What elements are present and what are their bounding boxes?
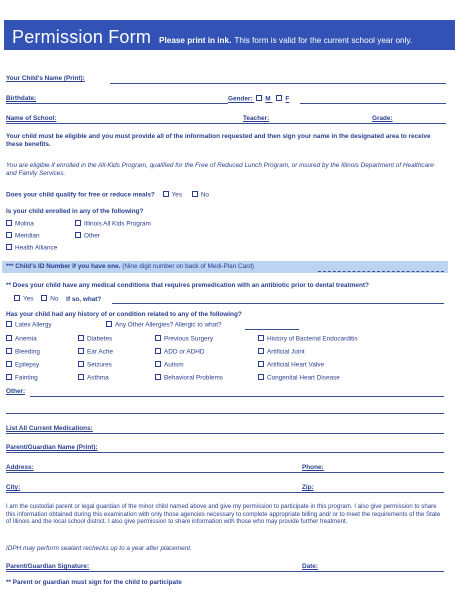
eligibility-instructions: Your child must be eligible and you must provide all of the information requested and then sign your name in the designated area to receive these benefits. <box>6 133 431 148</box>
history-fainting <box>6 374 38 383</box>
previous-surgery-checkbox[interactable] <box>155 335 161 341</box>
other-allergies-label: Any Other Allergies? Allergic to what? <box>115 321 222 329</box>
latex-allergy <box>6 321 52 330</box>
phone-label: Phone: <box>302 464 324 471</box>
autism-checkbox[interactable] <box>155 361 161 367</box>
lunch-question: Does your child qualify for free or reduce meals? <box>6 191 155 199</box>
enrolled-allkids <box>75 220 151 229</box>
date-label: Date: <box>302 563 318 570</box>
eligibility-statement: You are eligible if enrolled in the All-Kids Program, qualified for the Free of Reduced Lunch Program, or insured by the Illinois Department of Healthcare and Family Services. <box>6 162 434 177</box>
endocarditis-checkbox[interactable] <box>258 335 264 341</box>
gender-f-label: F <box>285 95 290 103</box>
medications-row <box>6 425 446 433</box>
history-anemia <box>6 335 37 344</box>
molina-checkbox[interactable] <box>6 220 12 226</box>
premed-field[interactable] <box>112 303 444 304</box>
enrolled-other <box>75 232 100 241</box>
premed-no-checkbox[interactable] <box>41 295 47 301</box>
history-heart-valve <box>258 361 324 370</box>
signature-row <box>6 563 446 571</box>
history-behavioral <box>155 374 223 383</box>
premed-yes-label: Yes <box>23 295 34 303</box>
guardian-name-label: Parent/Guardian Name (Print): <box>6 444 98 451</box>
other-plan-checkbox[interactable] <box>75 232 81 238</box>
ink-note: Please print in ink. <box>159 36 232 45</box>
diabetes-checkbox[interactable] <box>78 335 84 341</box>
enrolled-question: Is your child enrolled in any of the following? <box>6 208 144 215</box>
history-artificial-joint <box>258 348 305 357</box>
allkids-checkbox[interactable] <box>75 220 81 226</box>
lunch-no-label: No <box>200 191 209 199</box>
history-other-row <box>6 388 446 396</box>
guardian-name-field[interactable] <box>6 452 444 453</box>
id-number-hint: (Nine digit number on back of Medi-Plan Card) <box>122 263 255 270</box>
autism-label: Autism <box>164 361 184 369</box>
consent-text: I am the custodial parent or legal guardian of the minor child named above and give my permission to participate in this program. I also give permission to share this information obtained during this examination with only those agencies necessary to complete appropriate billing and/ or to meet the requirements of the State of Illinois and the local school district. I also give permission to share information with those who may provide further treatment. <box>6 503 441 526</box>
address-field[interactable] <box>6 472 444 473</box>
gender-label: Gender: <box>228 95 253 103</box>
health-alliance-label: Health Alliance <box>15 244 58 252</box>
history-ear-ache <box>78 348 113 357</box>
zip-label: Zip: <box>302 484 314 491</box>
city-row <box>6 484 446 492</box>
signature-note: ** Parent or guardian must sign for the child to participate <box>6 579 182 586</box>
artificial-joint-checkbox[interactable] <box>258 348 264 354</box>
child-name-label: Your Child's Name (Print): <box>6 75 85 82</box>
asthma-checkbox[interactable] <box>78 374 84 380</box>
history-congenital <box>258 374 340 383</box>
diabetes-label: Diabetes <box>87 335 113 343</box>
enrolled-health-alliance <box>6 244 57 253</box>
history-other-label: Other: <box>6 388 26 395</box>
health-alliance-checkbox[interactable] <box>6 244 12 250</box>
previous-surgery-label: Previous Surgery <box>164 335 214 343</box>
congenital-checkbox[interactable] <box>258 374 264 380</box>
add-adhd-label: ADD or ADHD <box>164 348 205 356</box>
city-label: City: <box>6 484 21 491</box>
lunch-no-checkbox[interactable] <box>192 191 198 197</box>
history-asthma <box>78 374 109 383</box>
bleeding-label: Bleeding <box>15 348 40 356</box>
id-number-label: *** Child's ID Number if you have one. <box>6 263 121 270</box>
birthdate-label: Birthdate: <box>6 95 37 102</box>
seizures-label: Seizures <box>87 361 112 369</box>
grade-label: Grade: <box>372 115 393 122</box>
molina-label: Molina <box>15 220 34 228</box>
latex-checkbox[interactable] <box>6 321 12 327</box>
meridian-label: Meridian <box>15 232 40 240</box>
seizures-checkbox[interactable] <box>78 361 84 367</box>
lunch-yes-checkbox[interactable] <box>163 191 169 197</box>
medications-label: List All Current Medications: <box>6 425 93 432</box>
congenital-label: Congenital Heart Disease <box>267 374 340 382</box>
gender-line <box>300 103 446 104</box>
history-bleeding <box>6 348 40 357</box>
enrolled-molina <box>6 220 34 229</box>
gender-m-checkbox[interactable] <box>256 95 262 101</box>
child-name-field[interactable] <box>110 83 446 84</box>
behavioral-label: Behavioral Problems <box>164 374 223 382</box>
validity-note: This form is valid for the current school year only. <box>234 36 413 45</box>
anemia-checkbox[interactable] <box>6 335 12 341</box>
asthma-label: Asthma <box>87 374 109 382</box>
birthdate-field[interactable] <box>6 103 228 104</box>
behavioral-checkbox[interactable] <box>155 374 161 380</box>
signature-label: Parent/Guardian Signature: <box>6 563 90 570</box>
epilepsy-label: Epilepsy <box>15 361 40 369</box>
header-banner <box>4 20 455 50</box>
other-plan-label: Other <box>84 232 100 240</box>
signature-field[interactable] <box>6 571 444 572</box>
school-label: Name of School: <box>6 115 57 122</box>
anemia-label: Anemia <box>15 335 37 343</box>
address-row <box>6 464 446 472</box>
ear-ache-checkbox[interactable] <box>78 348 84 354</box>
ear-ache-label: Ear Ache <box>87 348 113 356</box>
medications-field[interactable] <box>6 433 444 434</box>
add-adhd-checkbox[interactable] <box>155 348 161 354</box>
premed-if-so: If so, what? <box>66 295 102 303</box>
child-name-row <box>6 75 446 83</box>
history-question: Has your child had any history of or condition related to any of the following? <box>6 311 242 318</box>
history-endocarditis <box>258 335 358 344</box>
history-other-field[interactable] <box>30 396 444 397</box>
id-number-field[interactable] <box>318 271 444 272</box>
latex-label: Latex Allergy <box>15 321 52 329</box>
bleeding-checkbox[interactable] <box>6 348 12 354</box>
gender-m-label: M <box>265 95 271 103</box>
lunch-row <box>6 191 446 200</box>
id-number-row <box>6 263 446 271</box>
fainting-label: Fainting <box>15 374 38 382</box>
birthdate-row <box>6 95 446 103</box>
gender-f-checkbox[interactable] <box>276 95 282 101</box>
history-add-adhd <box>155 348 204 357</box>
history-diabetes <box>78 335 112 344</box>
history-other-field-2[interactable] <box>6 413 444 414</box>
city-field[interactable] <box>6 492 444 493</box>
school-field[interactable] <box>6 123 446 124</box>
form-title: Permission Form <box>12 27 152 47</box>
heart-valve-label: Artificial Heart Valve <box>267 361 325 369</box>
premed-question: ** Does your child have any medical conditions that requires premedication with an antibiotic prior to dental treatment? <box>6 282 369 289</box>
other-allergies <box>106 321 222 330</box>
other-allergies-field[interactable] <box>245 329 299 330</box>
enrolled-meridian <box>6 232 40 241</box>
history-previous-surgery <box>155 335 213 344</box>
allkids-label: Illinois All Kids Program <box>84 220 151 228</box>
guardian-name-row <box>6 444 446 452</box>
epilepsy-checkbox[interactable] <box>6 361 12 367</box>
premed-yes-checkbox[interactable] <box>14 295 20 301</box>
history-epilepsy <box>6 361 39 370</box>
idph-note: IDPH may perform sealant rechecks up to a year after placement. <box>6 545 192 552</box>
meridian-checkbox[interactable] <box>6 232 12 238</box>
teacher-label: Teacher: <box>243 115 270 122</box>
fainting-checkbox[interactable] <box>6 374 12 380</box>
other-allergies-checkbox[interactable] <box>106 321 112 327</box>
endocarditis-label: History of Bacterial Endocarditis <box>267 335 358 343</box>
history-autism <box>155 361 184 370</box>
address-label: Address: <box>6 464 34 471</box>
heart-valve-checkbox[interactable] <box>258 361 264 367</box>
artificial-joint-label: Artificial Joint <box>267 348 305 356</box>
history-seizures <box>78 361 112 370</box>
premed-no-label: No <box>50 295 59 303</box>
lunch-yes-label: Yes <box>171 191 183 199</box>
gender-group <box>228 95 289 104</box>
